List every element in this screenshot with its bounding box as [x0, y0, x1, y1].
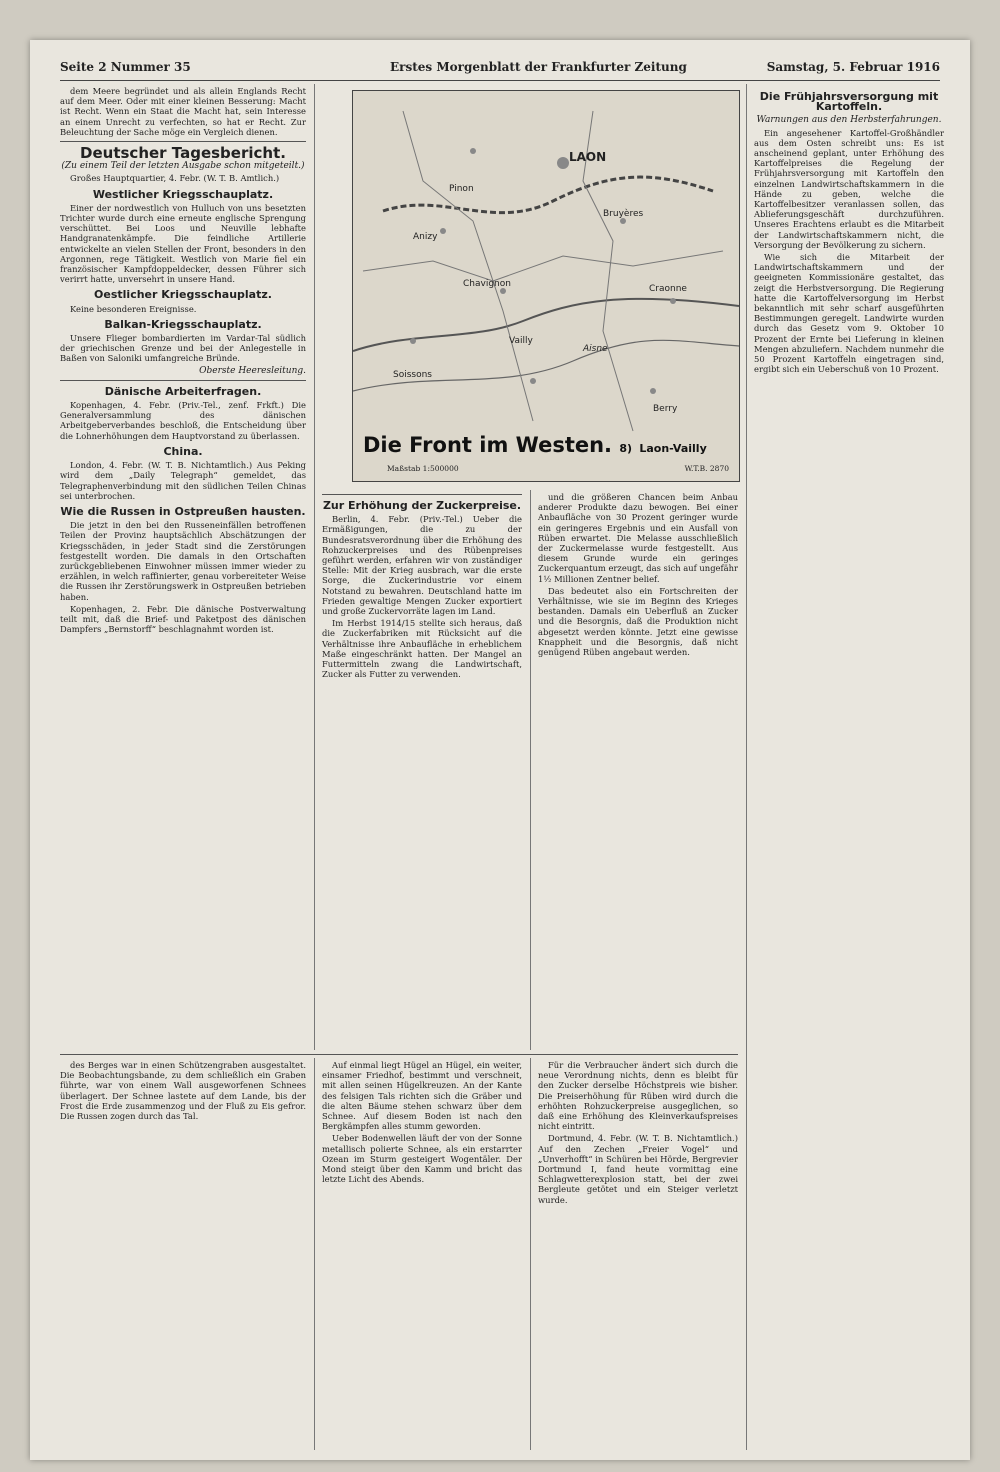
section-heading: China.	[163, 444, 203, 458]
article-text: Berlin, 4. Febr. (Priv.-Tel.) Ueber die Ermäßigungen, die zu der Bundesratsverordnung über die Erhöhung des Rohzuckerpreises und des Rübenpreises geführt werden, erfahren wir von zuständiger Stelle: Mit der Krieg ausbrach, war die erste Sorge, die Zuckerindustrie vor einem Notstand zu bewahren. Deutschland hatte im Frieden gewaltige Mengen Zucker exportiert und große Zuckervorräte lagen im Land.	[322, 514, 522, 617]
section-heading: Balkan-Kriegsschauplatz.	[104, 317, 262, 331]
divider	[60, 141, 306, 142]
bottom-column-1	[60, 1060, 306, 1450]
map-label: Pinon	[449, 184, 474, 194]
article-text: Wie sich die Mitarbeit der Landwirtschaftskammern und der geeigneten Kommissionäre gestaltet, das zeigt die Herbstversorgung. Die Regierung hatte die Kartoffelversorgung im Herbst bekanntlich mit sehr scharf ausgeführten Bestimmungen geregelt. Landwirte wurden durch das Gesetz vom 9. Oktober 10 Prozent der Ernte bei Lieferung in kleinen Mengen abzuliefern. Nachdem nunmehr die 50 Prozent Kartoffeln eingetragen sind, ergibt sich ein Ueberschuß von 10 Prozent.	[754, 252, 944, 375]
article-title: Die Frühjahrsversorgung mit Kartoffeln.	[759, 90, 939, 114]
section-heading: Dänische Arbeiterfragen.	[104, 384, 262, 398]
column-rule	[314, 1058, 315, 1450]
article-title: Zur Erhöhung der Zuckerpreise.	[322, 499, 522, 512]
signature: Oberste Heeresleitung.	[199, 365, 306, 376]
article-text: Dortmund, 4. Febr. (W. T. B. Nichtamtlich.) Auf den Zechen „Freier Vogel“ und „Unverhofft“ in Schüren bei Hörde, Bergrevier Dortmund I, fand heute vormittag eine Schlagwetterexplosion statt, bei der zwei Bergleute getötet und ein Steiger verletzt wurde.	[538, 1133, 738, 1205]
article-title: Deutscher Tagesbericht.	[80, 144, 286, 163]
newspaper-page	[30, 40, 970, 1460]
column-3	[538, 492, 738, 1046]
article-text: dem Meere begründet und als allein Englands Recht auf dem Meer. Oder mit einer kleinen Besserung: Macht ist Recht. Wenn ein Staat die Macht hat, sein Interesse an einem Unrecht zu verfechten, so hat er Recht. Zur Beleuchtung der Sache möge ein Vergleich dienen.	[60, 86, 306, 137]
article-text: Auf einmal liegt Hügel an Hügel, ein weiter, einsamer Friedhof, bestimmt und verschneit, mit allen seinen Hügelkreuzen. An der Kante des felsigen Tals richten sich die Gräber und die alten Bäume stehen schwarz über dem Schnee. Auf diesem Boden ist nach den Bergkämpfen alles stumm geworden.	[322, 1060, 522, 1132]
column-rule	[314, 84, 315, 1050]
article-text: London, 4. Febr. (W. T. B. Nichtamtlich.) Aus Peking wird dem „Daily Telegraph“ gemeldet, das Telegraphenverbindung mit den südlichen Teilen Chinas sei unterbrochen.	[60, 460, 306, 501]
article-subtitle: (Zu einem Teil der letzten Ausgabe schon mitgeteilt.)	[61, 161, 305, 172]
article-text: Ueber Bodenwellen läuft der von der Sonne metallisch polierte Schnee, als ein erstarrter Ozean im Sturm gesteigert Wogentäler. Der Mond steigt über den Kamm und bricht das letzte Licht des Abends.	[322, 1133, 522, 1185]
section-heading: Oestlicher Kriegsschauplatz.	[94, 288, 272, 302]
map-subtitle: Laon-Vailly	[639, 442, 707, 455]
dateline: Großes Hauptquartier, 4. Febr. (W. T. B. Amtlich.)	[70, 173, 280, 184]
bottom-column-3	[538, 1060, 738, 1450]
column-rule	[530, 490, 531, 1050]
column-4	[754, 86, 944, 1446]
column-2	[322, 490, 522, 1046]
map-label: Aisne	[583, 344, 608, 354]
map-label: LAON	[569, 150, 607, 164]
column-rule	[746, 84, 747, 1450]
page-header	[60, 58, 940, 81]
map-label: Soissons	[393, 370, 432, 380]
map-credit: W.T.B. 2870	[684, 464, 729, 473]
article-text: Für die Verbraucher ändert sich durch die neue Verordnung nichts, denn es bleibt für den Zucker derselbe Höchstpreis wie bisher. Die Preiserhöhung für Rüben wird durch die erhöhten Rohzuckerpreise ausgeglichen, so daß eine Erhöhung des Kleinverkaufspreises nicht eintritt.	[538, 1060, 738, 1132]
article-text: Kopenhagen, 4. Febr. (Priv.-Tel., zenf. Frkft.) Die Generalversammlung des dänischen Arbeitgeberverbandes beschloß, die Entscheidung über die Lohnerhöhungen dem Hauptvorstand zu überlassen.	[60, 400, 306, 441]
divider	[322, 494, 522, 495]
section-heading: Wie die Russen in Ostpreußen hausten.	[60, 504, 306, 518]
article-text: Einer der nordwestlich von Hulluch von uns besetzten Trichter wurde durch eine erneute englische Sprengung verschüttet. Bei Loos und Neuville lebhafte Handgranatenkämpfe. Die feindliche Artillerie entwickelte an vielen Stellen der Front, besonders in den Argonnen, rege Tätigkeit. Westlich von Marie fiel ein französischer Kampfdoppeldecker, dessen Führer sich verirrt hatte, unversehrt in unsere Hand.	[60, 202, 306, 285]
article-text: und die größeren Chancen beim Anbau anderer Produkte dazu bewogen. Bei einer Anbaufläche von 30 Prozent geringer wurde ein geringeres Ergebnis und ein Ausfall von Rüben erwartet. Die Melasse ausschließlich der Zuckermelasse wurde festgestellt. Aus diesem Grunde wurde ein geringes Zuckerquantum erzeugt, das sich auf ungefähr 1½ Millionen Zentner belief.	[538, 492, 738, 584]
map-title-text: Die Front im Westen.	[363, 433, 613, 457]
map-drawing	[353, 91, 739, 481]
issue-date: Samstag, 5. Februar 1916	[766, 60, 940, 74]
map-label: Anizy	[413, 232, 438, 242]
article-text: Im Herbst 1914/15 stellte sich heraus, daß die Zuckerfabriken mit Rücksicht auf die Verhältnisse ihre Anbaufläche in erheblichem Maße eingeschränkt hatten. Der Mangel an Futtermitteln zwang die Landwirtschaft, Zucker als Futter zu verwenden.	[322, 618, 522, 680]
front-map	[352, 90, 740, 482]
article-text: Die jetzt in den bei den Russeneinfällen betroffenen Teilen der Provinz hauptsächlich Abschätzungen der Kriegsschäden, in jeder Stadt sind die Zerstörungen festgestellt worden. Die damals in den Ortschaften zurückgebliebenen Einwohner müssen immer wieder zu erzählen, in welch raffinierter, genau vorbereiteter Weise die Russen ihr Zerstörungswerk in Ostpreußen betrieben haben.	[60, 520, 306, 602]
map-label: Craonne	[649, 284, 687, 294]
article-subtitle: Warnungen aus den Herbsterfahrungen.	[756, 115, 942, 126]
article-text: Ein angesehener Kartoffel-Großhändler aus dem Osten schreibt uns: Es ist anscheinend geplant, unter Erhöhung des Kartoffelpreises die Regelung der Frühjahrsversorgung mit Kartoffeln den einzelnen Landwirtschaftskammern in die Hände zu geben, welche die Kartoffelbesitzer veranlassen sollen, das Ablieferungsgeschäft durchzuführen. Unseres Erachtens erlaubt es die Mitarbeit der Landwirtschaftskammern nicht, die Versorgung der Bevölkerung zu sichern.	[754, 127, 944, 250]
section-divider	[60, 1054, 738, 1055]
map-label: Berry	[653, 404, 678, 414]
newspaper-masthead: Erstes Morgenblatt der Frankfurter Zeitung	[390, 60, 687, 74]
bottom-column-2	[322, 1060, 522, 1450]
article-text: Kopenhagen, 2. Febr. Die dänische Postverwaltung teilt mit, daß die Brief- und Paketpost des dänischen Dampfers „Bernstorff“ beschlagnahmt worden ist.	[60, 603, 306, 635]
map-label: Vailly	[509, 336, 533, 346]
article-text: Unsere Flieger bombardierten im Vardar-Tal südlich der griechischen Grenze und bei der Anlegestelle in Baßen von Saloniki umfangreiche Bründe.	[60, 333, 306, 364]
column-1	[60, 86, 306, 1050]
map-title	[363, 433, 707, 457]
map-scale-label: Maßstab 1:500000	[387, 464, 459, 473]
section-heading: Westlicher Kriegsschauplatz.	[92, 187, 274, 201]
map-label: Chavignon	[463, 279, 511, 289]
page-number: Seite 2 Nummer 35	[60, 60, 191, 74]
article-text: des Berges war in einen Schützengraben ausgestaltet. Die Beobachtungsbande, zu dem schließlich ein Graben führte, war von einem Wall ausgeworfenen Schnees überlagert. Der Schnee lastete auf dem Lande, bis der Frost die Erde zusammenzog und der Fluß zu Eis gefror. Die Russen zogen durch das Tal.	[60, 1060, 306, 1122]
map-label: Bruyères	[603, 209, 644, 219]
article-text: Keine besonderen Ereignisse.	[70, 303, 197, 314]
column-rule	[530, 1058, 531, 1450]
map-marker: 8)	[619, 442, 633, 455]
article-text: Das bedeutet also ein Fortschreiten der Verhältnisse, wie sie im Beginn des Krieges bestanden. Damals ein Ueberfluß an Zucker und die Besorgnis, daß die Produktion nicht abgesetzt werden könnte. Jetzt eine gewisse Knappheit und die Besorgnis, daß nicht genügend Rüben angebaut werden.	[538, 585, 738, 658]
divider	[60, 380, 306, 381]
